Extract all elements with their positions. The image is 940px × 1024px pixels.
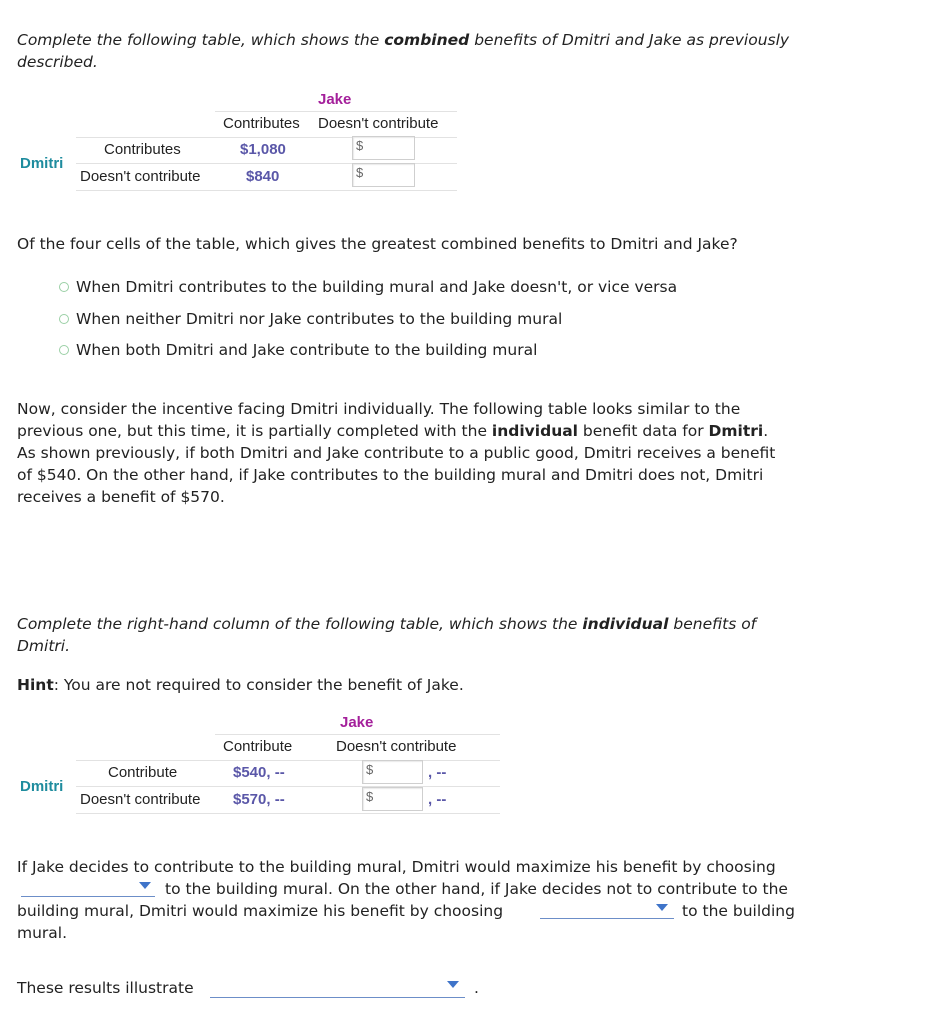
row-header-contributes: Contributes bbox=[104, 141, 181, 158]
dmitri-header: Dmitri bbox=[20, 155, 64, 172]
option-label-3[interactable]: When both Dmitri and Jake contribute to the building mural bbox=[76, 341, 538, 359]
col-header-contributes: Contributes bbox=[223, 115, 300, 132]
row-header-doesnt-contribute: Doesn't contribute bbox=[80, 791, 201, 808]
cell-both-contribute: $540, -- bbox=[233, 764, 285, 781]
conclusion-line-3: building mural, Dmitri would maximize his benefit by choosing bbox=[17, 902, 504, 920]
radio-option-1[interactable] bbox=[59, 282, 69, 292]
option-label-1[interactable]: When Dmitri contributes to the building mural and Jake doesn't, or vice versa bbox=[76, 278, 678, 296]
jake-header: Jake bbox=[340, 714, 374, 731]
conclusion-line-2: to the building mural. On the other hand, if Jake decides not to contribute to the bbox=[165, 880, 788, 898]
col-header-doesnt-contribute: Doesn't contribute bbox=[318, 115, 439, 132]
radio-option-3[interactable] bbox=[59, 345, 69, 355]
chevron-down-icon bbox=[656, 904, 668, 911]
row-header-doesnt-contribute: Doesn't contribute bbox=[80, 168, 201, 185]
cell-jake-only-contributes: $840 bbox=[246, 168, 280, 185]
combined-input-neither-contributes[interactable]: $ bbox=[352, 163, 415, 187]
individual-instruction: Complete the right-hand column of the following table, which shows the individual benefits of Dmitri. bbox=[17, 615, 757, 655]
individual-input-dmitri-contributes-jake-not[interactable]: $ bbox=[362, 760, 423, 784]
hint: Hint: You are not required to consider the benefit of Jake. bbox=[17, 676, 464, 694]
dmitri-header: Dmitri bbox=[20, 778, 64, 795]
conclusion-line-1: If Jake decides to contribute to the building mural, Dmitri would maximize his benefit by choosing bbox=[17, 858, 776, 876]
chevron-down-icon bbox=[447, 981, 459, 988]
suffix-row1: , -- bbox=[428, 764, 447, 781]
col-header-contribute: Contribute bbox=[223, 738, 293, 755]
intro-instruction: Complete the following table, which shows the combined benefits of Dmitri and Jake as previously described. bbox=[17, 31, 790, 71]
suffix-row2: , -- bbox=[428, 791, 447, 808]
results-illustrate-label: These results illustrate bbox=[17, 979, 194, 997]
conclusion-line-3-end: to the building bbox=[682, 902, 795, 920]
option-label-2[interactable]: When neither Dmitri nor Jake contributes to the building mural bbox=[76, 310, 563, 328]
combined-input-dmitri-contributes-jake-not[interactable]: $ bbox=[352, 136, 415, 160]
conclusion-line-4: mural. bbox=[17, 924, 68, 942]
individual-incentive-paragraph: Now, consider the incentive facing Dmitri individually. The following table looks similar to the previous one, but this time, it is partially completed with the individual benefit data for Dmitri. As shown previously, if both Dmitri and Jake contribute to a public good, Dmitri receives a benefit of $540. On the other hand, if Jake contributes to the building mural and Dmitri does not, Dmitri receives a benefit of $570. bbox=[17, 400, 776, 506]
individual-input-neither-contributes[interactable]: $ bbox=[362, 787, 423, 811]
row-header-contribute: Contribute bbox=[108, 764, 178, 781]
chevron-down-icon bbox=[139, 882, 151, 889]
jake-header: Jake bbox=[318, 91, 352, 108]
radio-option-2[interactable] bbox=[59, 314, 69, 324]
col-header-doesnt-contribute: Doesn't contribute bbox=[336, 738, 457, 755]
question-greatest-benefit: Of the four cells of the table, which gives the greatest combined benefits to Dmitri and Jake? bbox=[17, 235, 738, 253]
cell-both-contribute: $1,080 bbox=[240, 141, 286, 158]
final-period: . bbox=[474, 979, 479, 997]
cell-jake-only-contributes: $570, -- bbox=[233, 791, 285, 808]
